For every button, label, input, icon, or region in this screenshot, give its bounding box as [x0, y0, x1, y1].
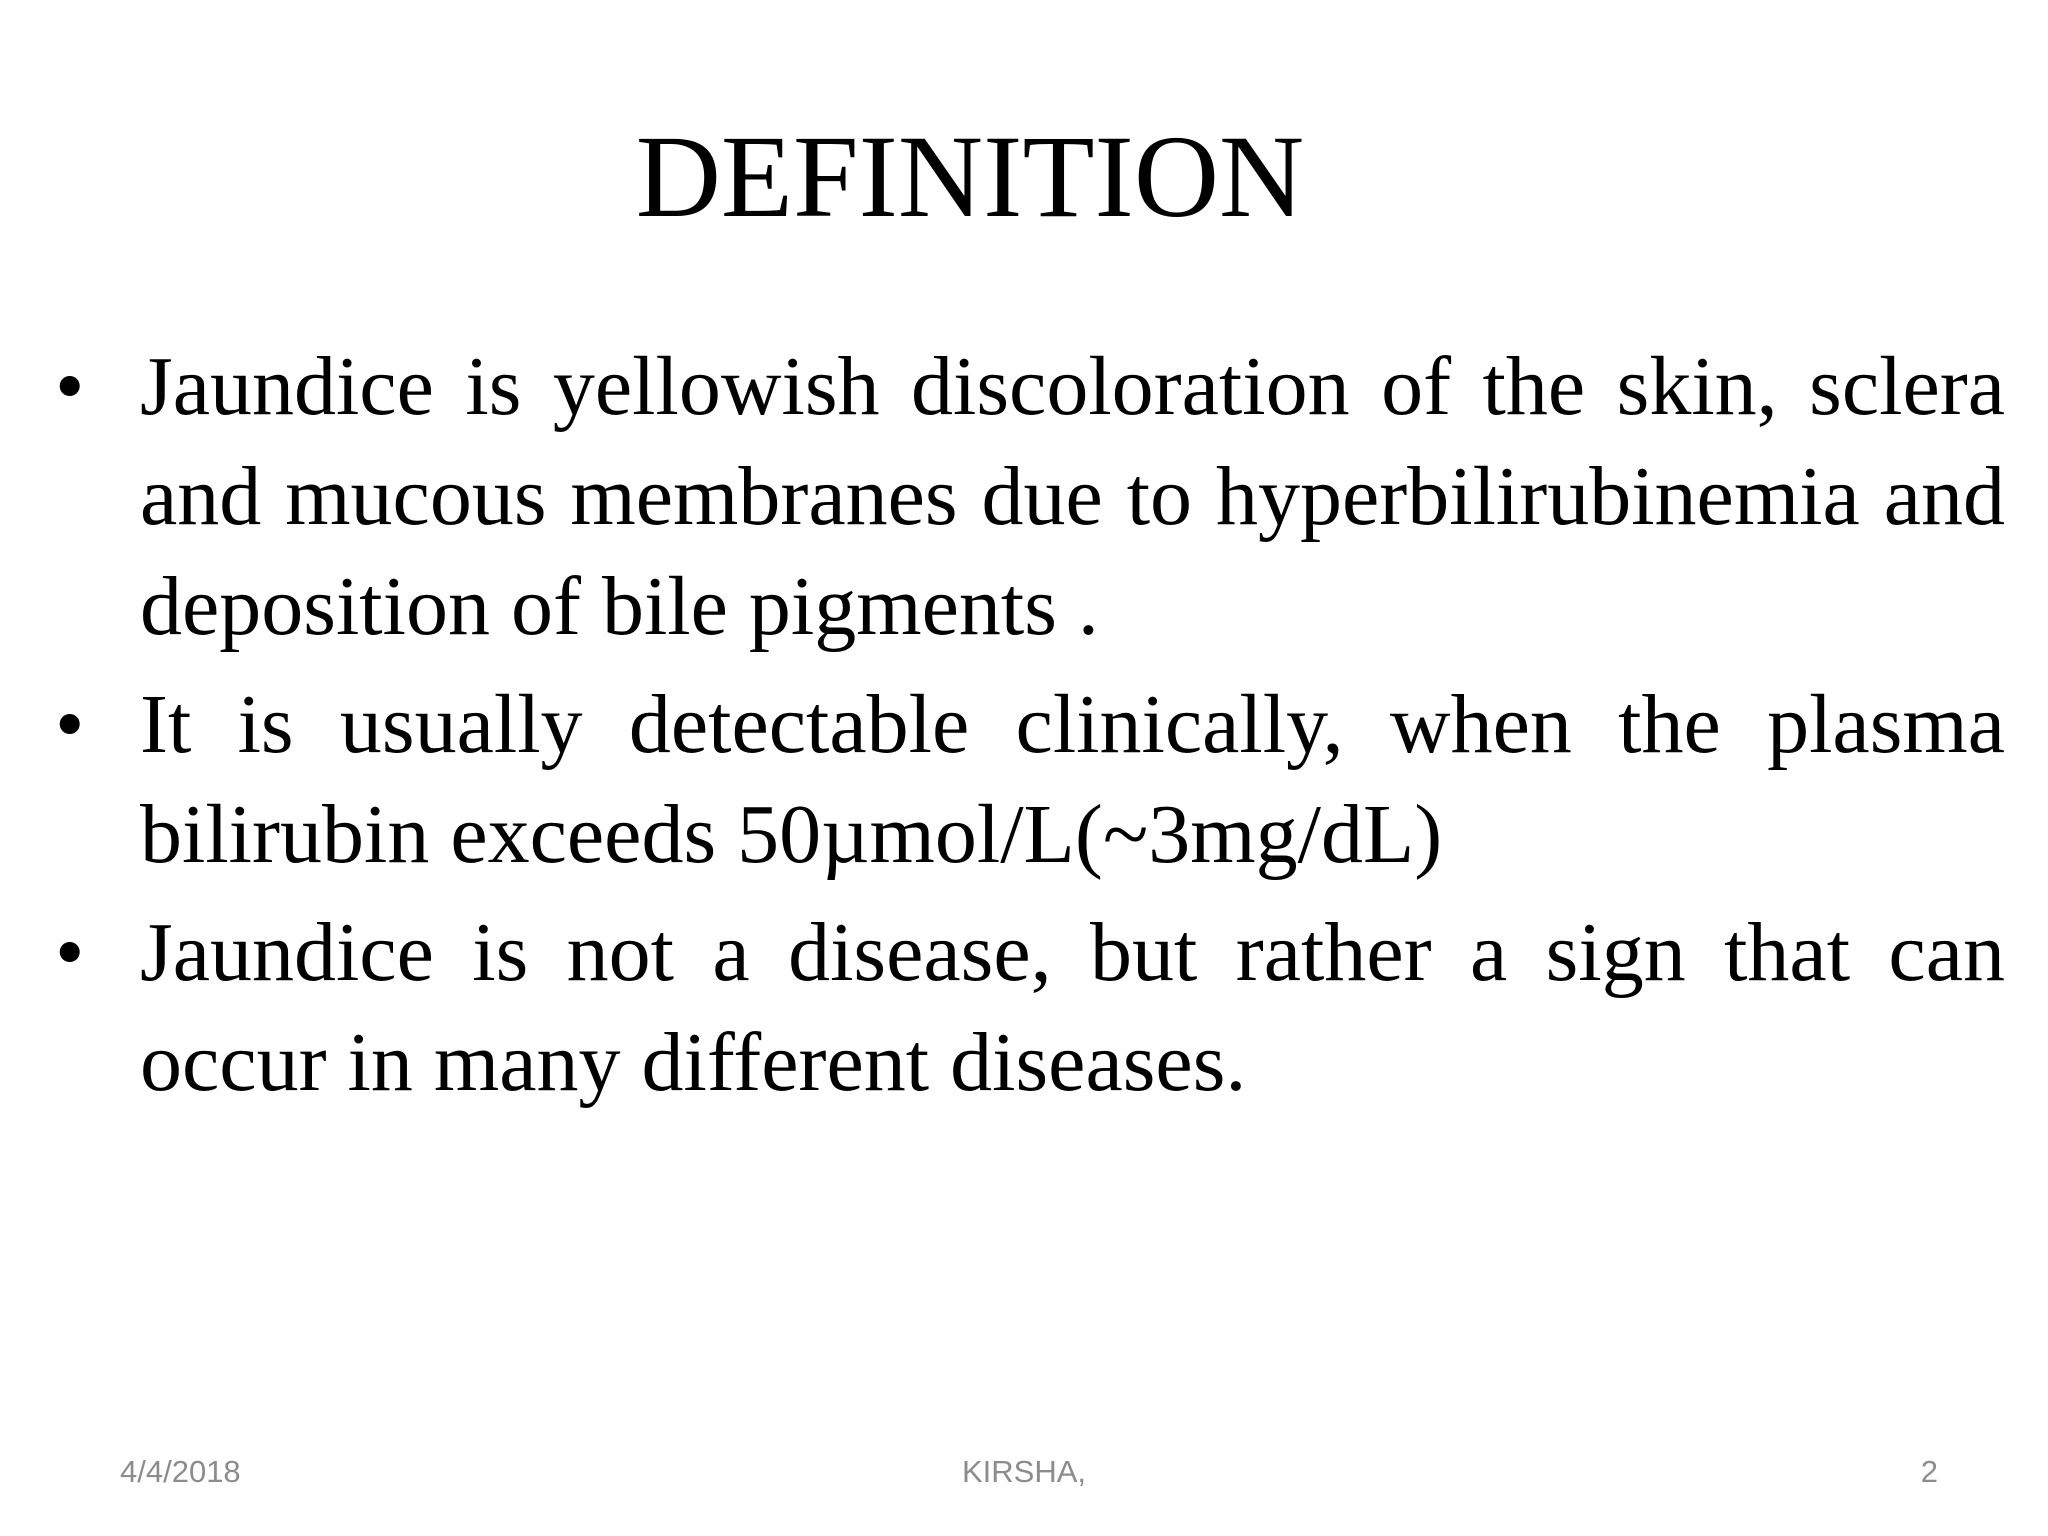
footer-date: 4/4/2018	[120, 1454, 241, 1489]
bullet-text: It is usually detectable clinically, when the plasma bilirubin exceeds 50µmol/L(~3mg/dL)	[140, 678, 2005, 881]
bullet-item	[55, 670, 2005, 890]
bullet-item	[55, 898, 2005, 1118]
bullet-dot-icon: •	[55, 678, 85, 771]
footer-author: KIRSHA,	[961, 1454, 1087, 1489]
bullet-text: Jaundice is not a disease, but rather a sign that can occur in many different diseases.	[140, 906, 2005, 1109]
footer-page-number: 2	[1920, 1454, 1938, 1489]
bullet-item	[55, 332, 2005, 662]
bullet-dot-icon: •	[55, 906, 85, 999]
bullet-text: Jaundice is yellowish discoloration of the skin, sclera and mucous membranes due to hyperbilirubinemia and deposition of bile pigments .	[140, 340, 2005, 653]
slide-title: DEFINITION	[635, 111, 1305, 242]
bullet-dot-icon: •	[55, 340, 85, 433]
bullet-list	[55, 332, 2005, 1126]
